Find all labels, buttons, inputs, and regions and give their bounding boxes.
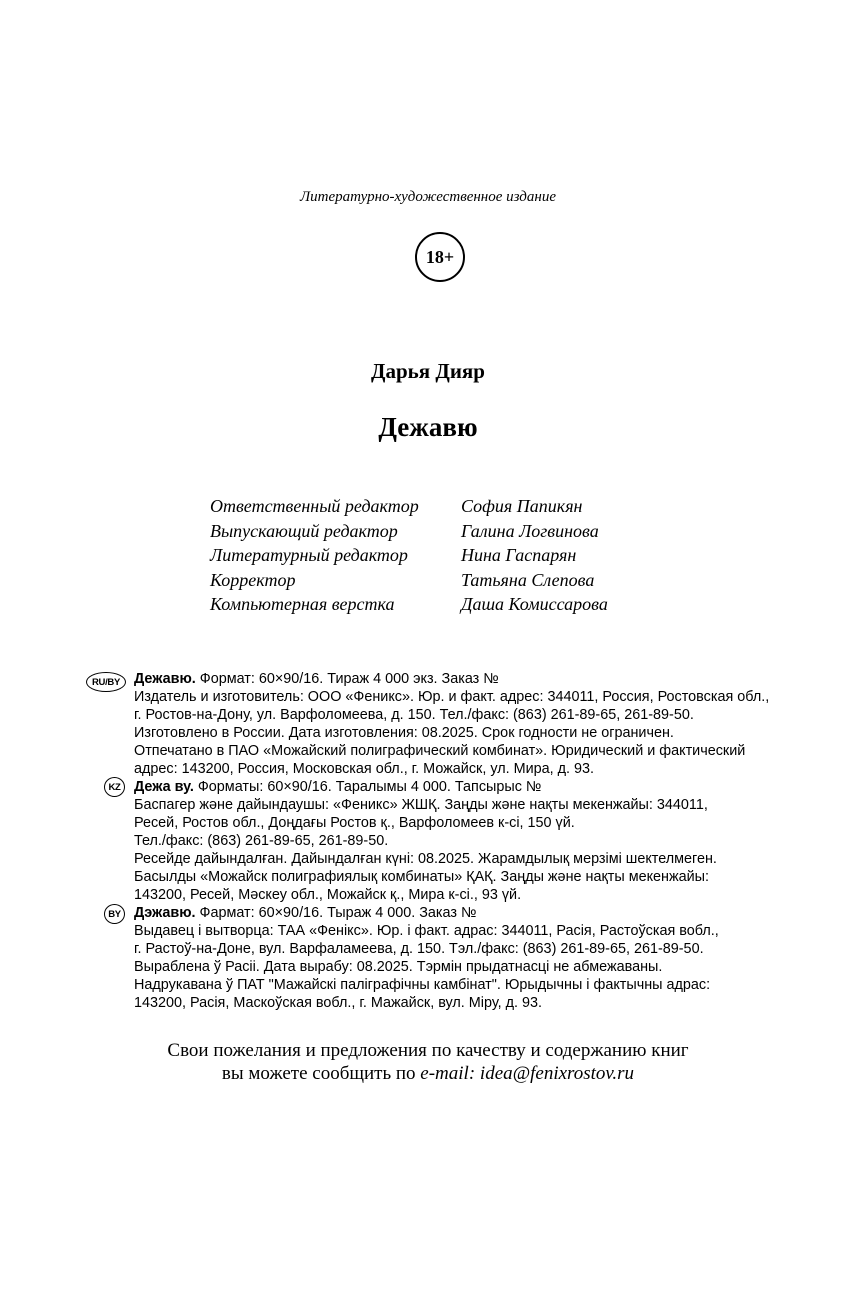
book-author: Дарья Дияр bbox=[371, 359, 485, 383]
credit-role: Выпускающий редактор bbox=[210, 520, 398, 541]
imprint-line: Надрукавана ў ПАТ "Мажайскі паліграфічны камбінат". Юрыдычны і фактычны адрас: bbox=[134, 977, 711, 993]
imprint-line: г. Растоў-на-Доне, вул. Варфаламеева, д. 150. Тэл./факс: (863) 261-89-65, 261-89-50. bbox=[134, 941, 704, 957]
credit-row bbox=[210, 592, 608, 617]
credit-person: Татьяна Слепова bbox=[461, 569, 595, 590]
imprint-line: Издатель и изготовитель: ООО «Феникс». Юр. и факт. адрес: 344011, Россия, Ростовская обл., bbox=[134, 689, 770, 705]
ru-by-region-badge: RU/BY bbox=[86, 672, 126, 692]
credit-person: Галина Логвинова bbox=[461, 520, 599, 541]
credits-list bbox=[210, 494, 608, 617]
credit-role: Корректор bbox=[210, 569, 296, 590]
kz-region-badge: KZ bbox=[104, 777, 125, 797]
credit-person: Нина Гаспарян bbox=[461, 545, 577, 566]
credit-row bbox=[210, 494, 608, 519]
credit-role: Компьютерная верстка bbox=[210, 594, 395, 615]
imprint-line: Выраблена ў Расіі. Дата вырабу: 08.2025. Тэрмін прыдатнасці не абмежаваны. bbox=[134, 959, 663, 975]
imprint-kz-heading bbox=[134, 778, 769, 796]
imprint-line: Выдавец і вытворца: ТАА «Фенікс». Юр. і факт. адрас: 344011, Расія, Растоўская вобл., bbox=[134, 923, 719, 939]
imprint-ru-format: Формат: 60×90/16. Тираж 4 000 экз. Заказ № bbox=[199, 671, 499, 687]
imprint-by-label: Дэжавю. bbox=[134, 905, 196, 921]
imprint-line: Ресей, Ростов обл., Доңдағы Ростов қ., Варфоломеев к-сі, 150 үй. bbox=[134, 815, 575, 831]
genre-caption: Литературно-художественное издание bbox=[300, 189, 556, 205]
imprint-ru-label: Дежавю. bbox=[134, 671, 196, 687]
imprint-line: Изготовлено в России. Дата изготовления: 08.2025. Срок годности не ограничен. bbox=[134, 725, 674, 741]
credit-role: Литературный редактор bbox=[210, 545, 408, 566]
feedback-prefix: вы можете сообщить по bbox=[221, 1063, 421, 1084]
feedback-note bbox=[0, 1039, 856, 1085]
credit-person: София Папикян bbox=[461, 496, 583, 516]
by-region-badge: BY bbox=[104, 904, 125, 924]
book-title: Дежавю bbox=[378, 412, 478, 442]
imprint-line: адрес: 143200, Россия, Московская обл., г. Можайск, ул. Мира, д. 93. bbox=[134, 761, 595, 777]
imprint-line: Ресейде дайындалған. Дайындалған күні: 08.2025. Жарамдылық мерзімі шектелмеген. bbox=[134, 851, 717, 867]
credit-person: Даша Комиссарова bbox=[461, 594, 608, 615]
age-rating-badge bbox=[415, 232, 465, 282]
imprint-line: Тел./факс: (863) 261-89-65, 261-89-50. bbox=[134, 833, 389, 849]
age-rating-label: 18+ bbox=[425, 246, 455, 267]
imprint-line: Отпечатано в ПАО «Можайский полиграфический комбинат». Юридический и фактический bbox=[134, 743, 746, 759]
imprint-kz-format: Форматы: 60×90/16. Таралымы 4 000. Тапсырыс № bbox=[197, 779, 542, 795]
imprint-line: Баспагер және дайындаушы: «Феникс» ЖШҚ. Заңды және нақты мекенжайы: 344011, bbox=[134, 797, 708, 813]
imprint-by-format: Фармат: 60×90/16. Тыраж 4 000. Заказ № bbox=[199, 905, 477, 921]
feedback-line-1: Свои пожелания и предложения по качеству и содержанию книг bbox=[167, 1040, 689, 1061]
imprint-line: 143200, Расія, Маскоўская вобл., г. Мажайск, вул. Міру, д. 93. bbox=[134, 995, 542, 1011]
imprint-line: Басылды «Можайск полиграфиялық комбинаты» ҚАҚ. Заңды және нақты мекенжайы: bbox=[134, 869, 710, 885]
credit-row bbox=[210, 519, 608, 544]
imprint-line: г. Ростов-на-Дону, ул. Варфоломеева, д. 150. Тел./факс: (863) 261-89-65, 261-89-50. bbox=[134, 707, 694, 723]
imprint-ru-heading bbox=[134, 670, 769, 688]
imprint-kz-label: Дежа ву. bbox=[134, 779, 194, 795]
imprint-line: 143200, Ресей, Мәскеу обл., Можайск қ., Мира к-сі., 93 үй. bbox=[134, 887, 522, 903]
imprint-block bbox=[134, 670, 769, 1012]
credit-row bbox=[210, 568, 608, 593]
credit-row bbox=[210, 543, 608, 568]
credit-role: Ответственный редактор bbox=[210, 496, 419, 516]
imprint-by-heading bbox=[134, 904, 769, 922]
feedback-email: e-mail: idea@fenixrostov.ru bbox=[420, 1063, 635, 1084]
feedback-line-2 bbox=[0, 1062, 856, 1085]
